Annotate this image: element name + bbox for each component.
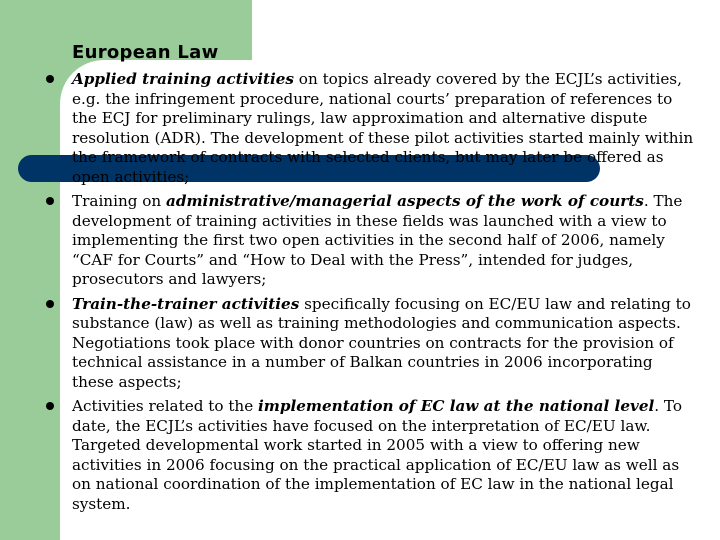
bullet-item [46,192,696,290]
bullet-item [46,397,696,514]
bullet-dot-icon [46,75,54,83]
bullet-emphasis: Train-the-trainer activities [72,294,300,313]
bullet-list [46,70,696,519]
bullet-dot-icon [46,197,54,205]
bullet-emphasis: Applied training activities [72,70,294,88]
bullet-item [46,295,696,393]
bullet-lead: Activities related to the [72,397,259,415]
slide-title: European Law [72,42,219,63]
bullet-emphasis: implementation of EC law at the national level [258,397,655,415]
bullet-dot-icon [46,300,54,308]
bullet-text: . To date, the ECJL’s activities have focused on the interpretation of EC/EU law. Targeted developmental work started in 2005 with a view to offering new activities in 2006 focusing on the practical application of EC/EU law as well as on national coordination of the implementation of EC law in the national legal system. [72,397,682,513]
bullet-item [46,70,696,187]
bullet-lead: Training on [72,192,167,210]
bullet-text: on topics already covered by the ECJL’s activities, e.g. the infringement procedure, national courts’ preparation of references to the ECJ for preliminary rulings, law approximation and alternative dispute resolution (ADR). The development of these pilot activities started mainly within the framework of contracts with selected clients, but may later be offered as open activities; [72,70,694,186]
bullet-text: specifically focusing on EC/EU law and relating to substance (law) as well as training methodologies and communication aspects. Negotiations took place with donor countries on contracts for the provision of technical assistance in a number of Balkan countries in 2006 incorporating these aspects; [72,294,691,391]
bullet-dot-icon [46,402,54,410]
bullet-text: . The development of training activities in these fields was launched with a view to implementing the first two open activities in the second half of 2006, namely “CAF for Courts” and “How to Deal with the Press”, intended for judges, prosecutors and lawyers; [72,192,683,288]
bullet-emphasis: administrative/managerial aspects of the work of courts [166,192,644,210]
